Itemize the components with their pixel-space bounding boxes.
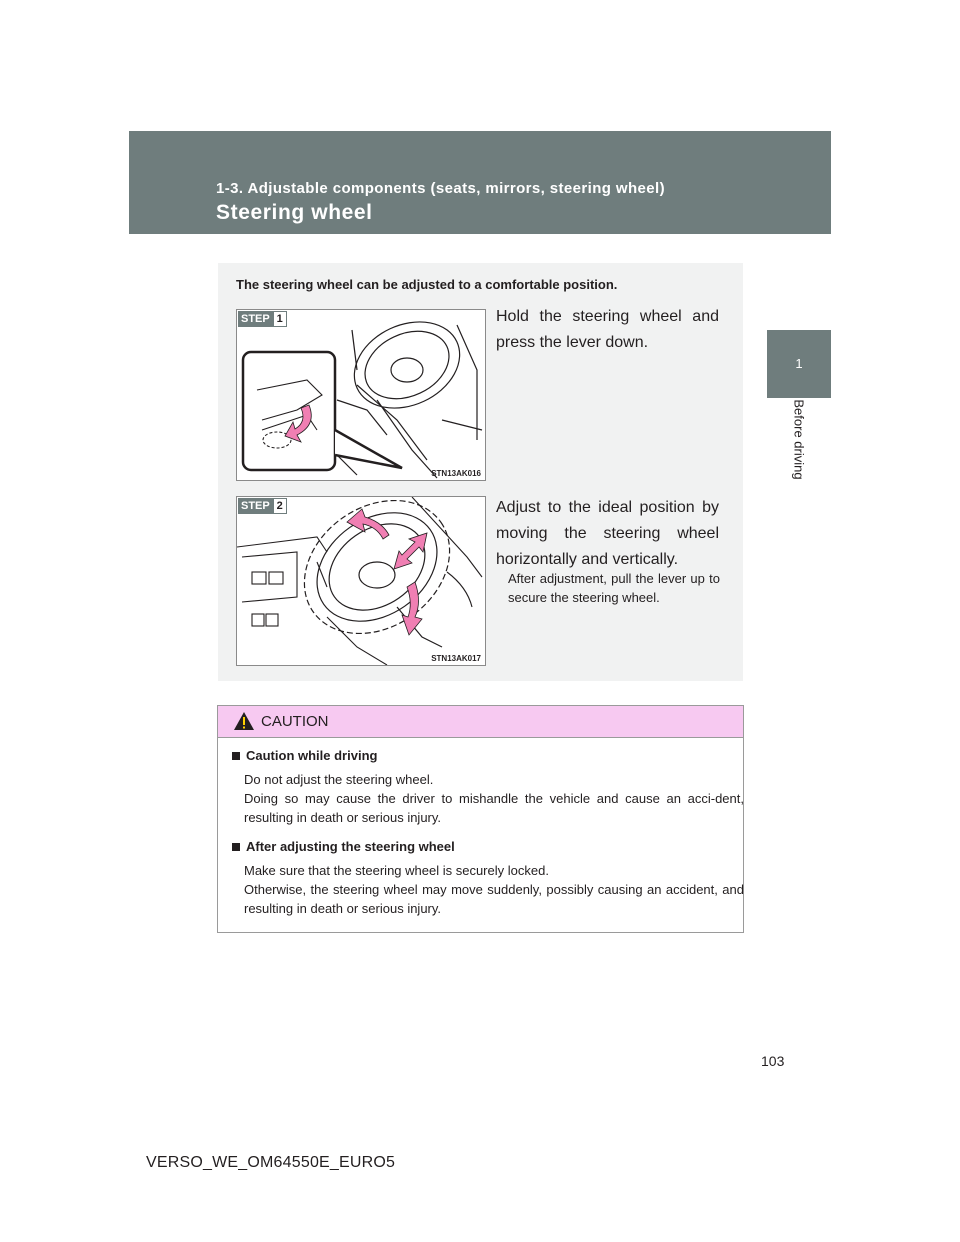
steering-lever-illustration (237, 310, 485, 480)
step-label: STEP (238, 498, 273, 514)
warning-triangle-icon (233, 711, 255, 731)
caution-body-line: Doing so may cause the driver to mishandle the vehicle and cause an acci-dent, resulting in death or serious injury. (244, 791, 744, 825)
steering-adjust-illustration (237, 497, 485, 665)
caution-heading-text: Caution while driving (246, 748, 378, 763)
caution-item-heading (232, 748, 742, 763)
caution-item (232, 748, 742, 827)
section-title: 1-3. Adjustable components (seats, mirrors, steering wheel) (216, 180, 665, 197)
caution-label: CAUTION (261, 713, 329, 730)
caution-item-body (244, 861, 744, 918)
bullet-square-icon (232, 843, 240, 851)
document-id: VERSO_WE_OM64550E_EURO5 (146, 1154, 396, 1171)
step1-figure (236, 309, 486, 481)
caution-item-body (244, 770, 744, 827)
intro-text: The steering wheel can be adjusted to a comfortable position. (236, 277, 618, 292)
bullet-square-icon (232, 752, 240, 760)
step-number: 2 (273, 498, 287, 514)
page-number: 103 (761, 1053, 785, 1069)
page-title: Steering wheel (216, 201, 373, 224)
step-number: 1 (273, 311, 287, 327)
page-header (129, 131, 831, 234)
caution-item (232, 839, 742, 918)
chapter-tab: 1 (767, 330, 831, 398)
step2-note: After adjustment, pull the lever up to secure the steering wheel. (508, 571, 720, 605)
step1-text: Hold the steering wheel and press the lever down. (496, 308, 719, 351)
caution-header (218, 706, 743, 738)
caution-box (217, 705, 744, 933)
step2-badge (238, 498, 287, 514)
down-arrow-icon (402, 582, 422, 635)
figure-code: STN13AK017 (431, 654, 481, 663)
telescopic-arrow-icon (394, 533, 427, 569)
caution-body-line: Do not adjust the steering wheel. (244, 772, 434, 787)
chapter-label-text: Before driving (791, 399, 807, 480)
step1-badge (238, 311, 287, 327)
figure-code: STN13AK016 (431, 469, 481, 478)
caution-item-heading (232, 839, 742, 854)
caution-body-line: Otherwise, the steering wheel may move suddenly, possibly causing an accident, and resulting in death or serious injury. (244, 882, 744, 916)
caution-heading-text: After adjusting the steering wheel (246, 839, 455, 854)
step2-figure (236, 496, 486, 666)
step-label: STEP (238, 311, 273, 327)
instruction-panel (218, 263, 743, 681)
step2-text: Adjust to the ideal position by moving the steering wheel horizontally and vertically. (496, 499, 719, 568)
caution-body-line: Make sure that the steering wheel is securely locked. (244, 863, 549, 878)
